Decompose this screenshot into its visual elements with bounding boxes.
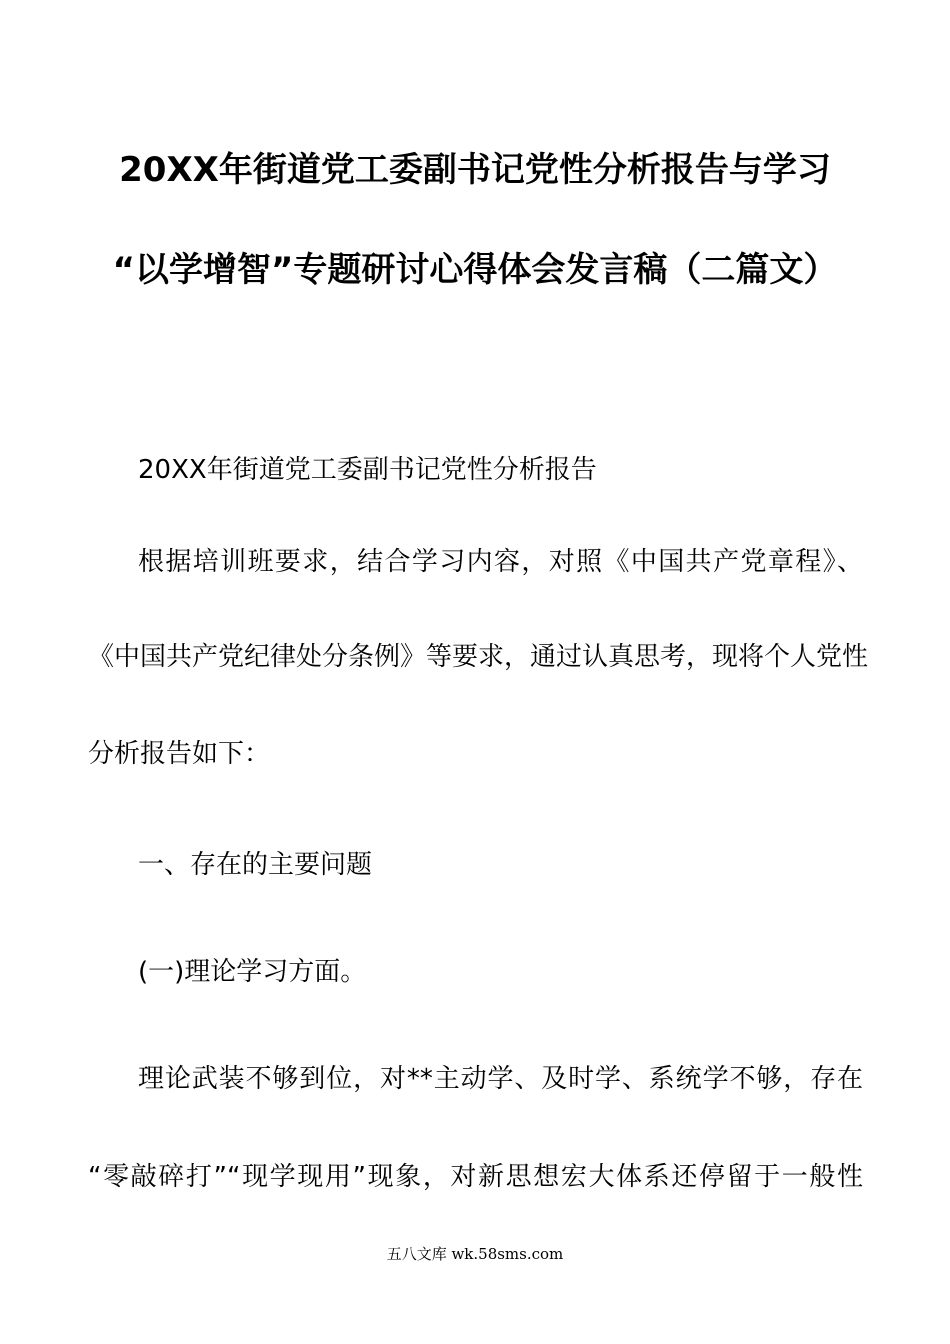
- subsection-heading: (一)理论学习方面。: [138, 957, 367, 987]
- document-title-line-1: 20XX年街道党工委副书记党性分析报告与学习: [119, 150, 831, 190]
- section-heading: 一、存在的主要问题: [138, 850, 373, 880]
- paragraph-line: 理论武装不够到位，对**主动学、及时学、系统学不够，存在: [138, 1064, 863, 1094]
- document-title-line-2: “以学增智”专题研讨心得体会发言稿（二篇文）: [112, 250, 838, 290]
- paragraph-line: 《中国共产党纪律处分条例》等要求，通过认真思考，现将个人党性: [88, 642, 869, 672]
- paragraph-line: 分析报告如下：: [88, 739, 271, 769]
- section-subtitle: 20XX年街道党工委副书记党性分析报告: [138, 455, 597, 485]
- paragraph-line: “零敲碎打”“现学现用”现象，对新思想宏大体系还停留于一般性: [88, 1162, 863, 1192]
- footer-watermark: 五八文库 wk.58sms.com: [386, 1245, 564, 1263]
- paragraph-line: 根据培训班要求，结合学习内容，对照《中国共产党章程》、: [138, 547, 863, 577]
